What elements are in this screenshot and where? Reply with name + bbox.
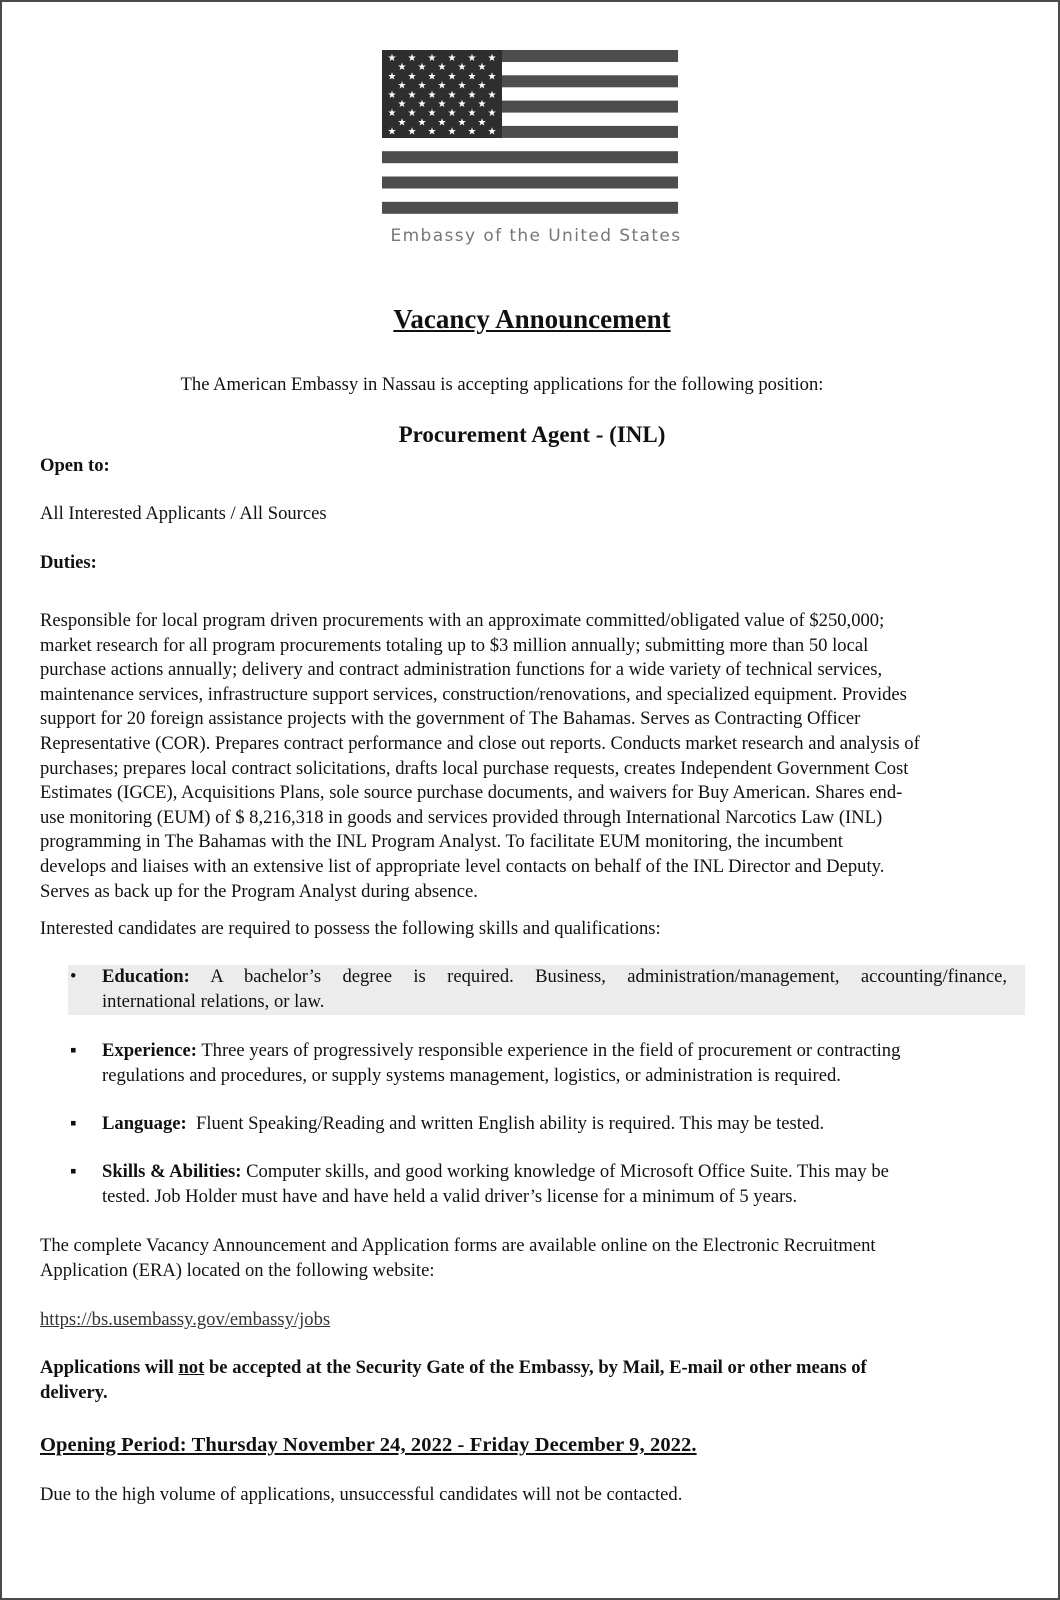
flag-star-icon: ★ (417, 117, 427, 129)
notice-line (40, 1356, 1025, 1381)
embassy-logo (382, 50, 690, 254)
flag-star-icon: ★ (437, 62, 447, 74)
flag-star-icon: ★ (427, 53, 437, 64)
open-to-label: Open to: (40, 455, 110, 476)
flag-star-icon: ★ (447, 126, 457, 138)
bullet-marker: ▪ (70, 1113, 77, 1134)
flag-star-icon: ★ (447, 108, 457, 120)
qualification-text: Computer skills, and good working knowledge of Microsoft Office Suite. This may be (246, 1161, 889, 1182)
flag-star-icon: ★ (407, 53, 417, 64)
flag-star-icon: ★ (487, 89, 497, 101)
flag-star-icon: ★ (447, 53, 457, 64)
flag-star-icon: ★ (487, 53, 497, 64)
intro-text: The American Embassy in Nassau is accepting applications for the following position: (180, 374, 824, 395)
era-line: Application (ERA) located on the following website: (40, 1259, 435, 1281)
page-title: Vacancy Announcement (393, 304, 671, 334)
qualifications-intro: Interested candidates are required to possess the following skills and qualifications: (40, 918, 661, 939)
flag-star-icon: ★ (417, 62, 427, 74)
qualification-line: regulations and procedures, or supply systems management, logistics, or administration is required. (102, 1064, 841, 1086)
bullet-marker: • (70, 966, 77, 987)
qualification-line: tested. Job Holder must have and have held a valid driver’s license for a minimum of 5 years. (102, 1185, 798, 1207)
notice-emphasis: not (178, 1357, 205, 1378)
qualification-line: international relations, or law. (102, 990, 325, 1012)
flag-star-icon: ★ (427, 89, 437, 101)
flag-star-icon: ★ (477, 99, 487, 110)
flag-star-icon: ★ (387, 108, 397, 120)
flag-star-icon: ★ (437, 80, 447, 92)
qualification-line (102, 965, 1007, 990)
duties-paragraph (40, 609, 1020, 904)
flag-star-icon: ★ (477, 117, 487, 129)
flag-star-icon: ★ (397, 62, 407, 74)
duties-line: Estimates (IGCE), Acquisitions Plans, sole source purchase documents, and waivers for Buy American. Shares end- (40, 782, 903, 804)
logo-caption: Embassy of the United States (390, 226, 682, 246)
duties-line: Representative (COR). Prepares contract performance and close out reports. Conducts market research and analysis of (40, 732, 920, 754)
flag-star-icon: ★ (427, 108, 437, 120)
flag-star-icon: ★ (447, 89, 457, 101)
bullet-marker: ▪ (70, 1161, 77, 1182)
flag-star-icon: ★ (387, 71, 397, 83)
qualification-text: Three years of progressively responsible experience in the field of procurement or contracting (201, 1040, 901, 1061)
flag-star-icon: ★ (467, 53, 477, 64)
flag-star-icon: ★ (457, 80, 467, 92)
flag-star-icon: ★ (427, 71, 437, 83)
duties-line: Serves as back up for the Program Analyst during absence. (40, 880, 478, 902)
flag-star-icon: ★ (407, 71, 417, 83)
duties-label: Duties: (40, 552, 97, 573)
flag-star-icon: ★ (467, 126, 477, 138)
notice-part1: Applications will (40, 1357, 179, 1378)
notice-line: delivery. (40, 1381, 108, 1403)
era-paragraph (40, 1234, 1025, 1283)
flag-star-icon: ★ (477, 62, 487, 74)
flag-stripe (382, 202, 678, 214)
flag-star-icon: ★ (407, 89, 417, 101)
flag-star-icon: ★ (467, 89, 477, 101)
flag-star-icon: ★ (417, 99, 427, 110)
duties-line: maintenance services, infrastructure support services, construction/renovations, and specialized equipment. Provides (40, 683, 907, 705)
qualification-education (40, 965, 1025, 1014)
duties-line: support for 20 foreign assistance projects with the government of The Bahamas. Serves as Contracting Officer (40, 708, 861, 730)
duties-line: market research for all program procurements totaling up to $3 million annually; submitting more than 50 local (40, 634, 869, 656)
qualification-experience (40, 1039, 1025, 1088)
qualification-text: Fluent Speaking/Reading and written English ability is required. This may be tested. (196, 1113, 825, 1134)
us-flag-image (382, 50, 690, 220)
open-to-value: All Interested Applicants / All Sources (40, 503, 327, 524)
duties-line: purchases; prepares local contract solicitations, drafts local purchase requests, creates Independent Government Cost (40, 757, 909, 779)
era-line: The complete Vacancy Announcement and Application forms are available online on the Electronic Recruitment (40, 1235, 876, 1256)
duties-line: programming in The Bahamas with the INL Program Analyst. To facilitate EUM monitoring, the incumbent (40, 831, 843, 853)
qualification-line (102, 1039, 1007, 1064)
flag-star-icon: ★ (387, 53, 397, 64)
flag-star-icon: ★ (397, 117, 407, 129)
flag-star-icon: ★ (487, 71, 497, 83)
duties-line: use monitoring (EUM) of $ 8,216,318 in goods and services provided through International Narcotics Law (INL) (40, 806, 883, 828)
flag-star-icon: ★ (427, 126, 437, 138)
qualification-label: Language: (102, 1113, 187, 1134)
footer-note: Due to the high volume of applications, unsuccessful candidates will not be contacted. (40, 1484, 683, 1505)
flag-star-icon: ★ (397, 99, 407, 110)
notice-part2: be accepted at the Security Gate of the Embassy, by Mail, E-mail or other means of (204, 1357, 867, 1378)
flag-star-icon: ★ (447, 71, 457, 83)
opening-period: Opening Period: Thursday November 24, 2022 - Friday December 9, 2022. (40, 1434, 697, 1456)
flag-star-icon: ★ (467, 108, 477, 120)
flag-stripe (382, 151, 678, 163)
delivery-notice (40, 1356, 1025, 1405)
bullet-marker: ▪ (70, 1040, 77, 1061)
flag-star-icon: ★ (407, 126, 417, 138)
flag-star-icon: ★ (487, 108, 497, 120)
flag-star-icon: ★ (477, 80, 487, 92)
qualification-line (102, 1160, 1007, 1185)
qualification-line (102, 1112, 1007, 1137)
jobs-website-link[interactable]: https://bs.usembassy.gov/embassy/jobs (40, 1309, 331, 1330)
flag-star-icon: ★ (397, 80, 407, 92)
flag-star-icon: ★ (467, 71, 477, 83)
flag-star-icon: ★ (407, 108, 417, 120)
flag-stripe (382, 177, 678, 189)
flag-star-icon: ★ (437, 99, 447, 110)
qualification-language (40, 1112, 1025, 1137)
flag-star-icon: ★ (387, 89, 397, 101)
flag-star-icon: ★ (487, 126, 497, 138)
flag-star-icon: ★ (437, 117, 447, 129)
flag-star-icon: ★ (457, 99, 467, 110)
duties-line: develops and liaises with an extensive list of appropriate level contacts on behalf of the INL Director and Deputy. (40, 855, 885, 877)
qualification-text: A bachelor’s degree is required. Business, administration/management, accounting/finance, (210, 966, 1007, 987)
flag-star-icon: ★ (387, 126, 397, 138)
position-title: Procurement Agent - (INL) (398, 422, 666, 447)
flag-star-icon: ★ (457, 117, 467, 129)
duties-line: purchase actions annually; delivery and contract administration functions for a wide variety of technical services, (40, 659, 883, 681)
qualification-skills (40, 1160, 1025, 1209)
qualification-label: Education: (102, 966, 190, 987)
duties-line: Responsible for local program driven procurements with an approximate committed/obligated value of $250,000; (40, 610, 885, 631)
flag-star-icon: ★ (417, 80, 427, 92)
flag-star-icon: ★ (457, 62, 467, 74)
qualification-label: Skills & Abilities: (102, 1161, 242, 1182)
qualification-label: Experience: (102, 1040, 198, 1061)
